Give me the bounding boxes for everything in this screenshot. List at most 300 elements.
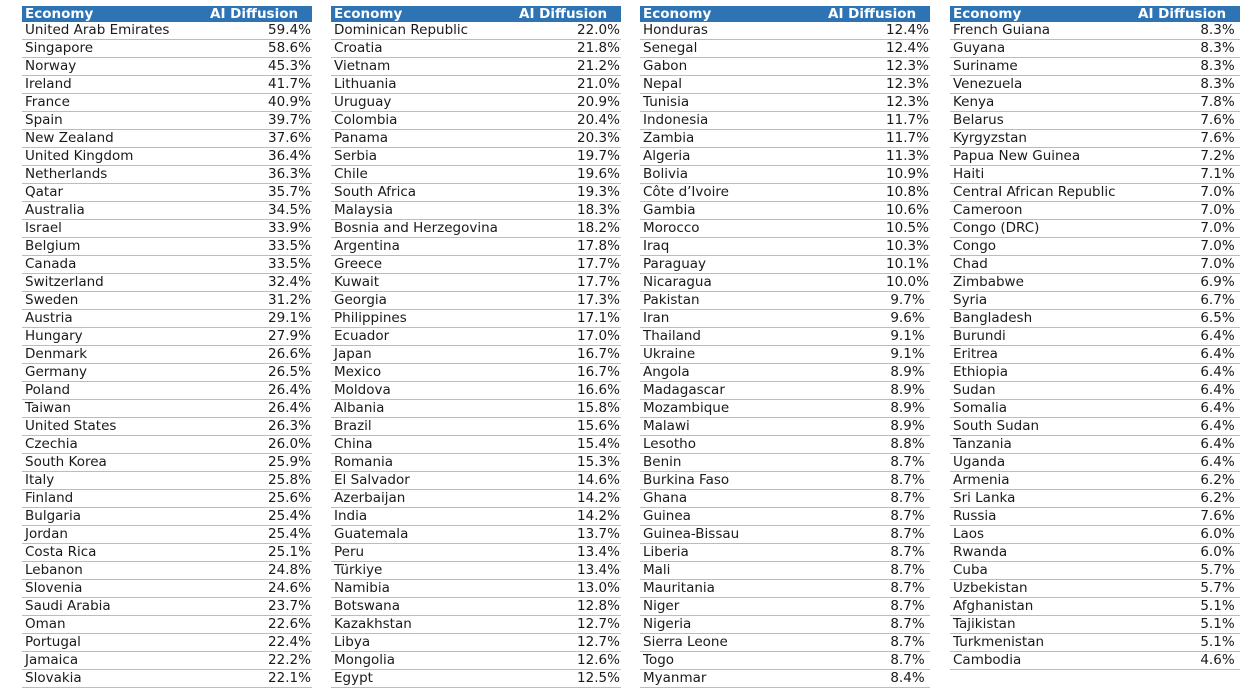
ai-diffusion-cell: 6.7% bbox=[1135, 292, 1240, 310]
economy-cell: Central African Republic bbox=[950, 184, 1135, 202]
ai-diffusion-cell: 22.1% bbox=[207, 670, 312, 688]
table-row bbox=[640, 112, 930, 130]
table-row bbox=[22, 94, 312, 112]
ai-diffusion-cell: 24.8% bbox=[207, 562, 312, 580]
table-row bbox=[950, 472, 1240, 490]
ai-diffusion-column-header: AI Diffusion bbox=[1135, 6, 1240, 22]
economy-cell: Jordan bbox=[22, 526, 207, 544]
economy-cell: Senegal bbox=[640, 40, 825, 58]
economy-cell: Saudi Arabia bbox=[22, 598, 207, 616]
table-row bbox=[640, 472, 930, 490]
ai-diffusion-cell: 6.4% bbox=[1135, 454, 1240, 472]
ai-diffusion-cell: 8.7% bbox=[825, 652, 930, 670]
table-row bbox=[950, 418, 1240, 436]
table-row bbox=[640, 328, 930, 346]
ai-diffusion-cell: 12.4% bbox=[825, 40, 930, 58]
table-row bbox=[950, 22, 1240, 40]
economy-cell: Belarus bbox=[950, 112, 1135, 130]
economy-cell: Serbia bbox=[331, 148, 516, 166]
ai-diffusion-cell: 16.6% bbox=[516, 382, 621, 400]
ai-diffusion-cell: 7.8% bbox=[1135, 94, 1240, 112]
table-row bbox=[22, 112, 312, 130]
ai-diffusion-cell: 26.3% bbox=[207, 418, 312, 436]
ai-diffusion-cell: 18.2% bbox=[516, 220, 621, 238]
ai-diffusion-cell: 24.6% bbox=[207, 580, 312, 598]
table-row bbox=[640, 580, 930, 598]
ai-diffusion-cell: 15.4% bbox=[516, 436, 621, 454]
ai-diffusion-cell: 36.4% bbox=[207, 148, 312, 166]
economy-cell: Croatia bbox=[331, 40, 516, 58]
table-row bbox=[331, 382, 621, 400]
ai-diffusion-cell: 34.5% bbox=[207, 202, 312, 220]
table-row bbox=[22, 580, 312, 598]
table-row bbox=[22, 454, 312, 472]
economy-cell: Gabon bbox=[640, 58, 825, 76]
ai-diffusion-cell: 7.0% bbox=[1135, 184, 1240, 202]
table-row bbox=[950, 526, 1240, 544]
economy-cell: Sierra Leone bbox=[640, 634, 825, 652]
table-row bbox=[950, 544, 1240, 562]
ai-diffusion-cell: 8.9% bbox=[825, 382, 930, 400]
economy-cell: Cambodia bbox=[950, 652, 1135, 670]
economy-column-header: Economy bbox=[950, 6, 1135, 22]
economy-cell: Taiwan bbox=[22, 400, 207, 418]
economy-cell: United States bbox=[22, 418, 207, 436]
table-row bbox=[950, 94, 1240, 112]
economy-cell: Armenia bbox=[950, 472, 1135, 490]
economy-cell: Ireland bbox=[22, 76, 207, 94]
ai-diffusion-cell: 6.4% bbox=[1135, 400, 1240, 418]
table-row bbox=[640, 400, 930, 418]
table-row bbox=[950, 562, 1240, 580]
economy-cell: Singapore bbox=[22, 40, 207, 58]
table-row bbox=[22, 274, 312, 292]
table-row bbox=[950, 580, 1240, 598]
table-row bbox=[22, 292, 312, 310]
ai-diffusion-cell: 5.1% bbox=[1135, 634, 1240, 652]
ai-diffusion-cell: 7.0% bbox=[1135, 238, 1240, 256]
table-row bbox=[640, 238, 930, 256]
economy-cell: Mauritania bbox=[640, 580, 825, 598]
table-row bbox=[22, 508, 312, 526]
ai-diffusion-cell: 6.0% bbox=[1135, 526, 1240, 544]
ai-diffusion-cell: 8.9% bbox=[825, 364, 930, 382]
ai-diffusion-cell: 10.5% bbox=[825, 220, 930, 238]
table-row bbox=[22, 22, 312, 40]
ai-diffusion-cell: 8.4% bbox=[825, 670, 930, 688]
economy-cell: Israel bbox=[22, 220, 207, 238]
table-row bbox=[331, 634, 621, 652]
economy-cell: Madagascar bbox=[640, 382, 825, 400]
table-row bbox=[331, 508, 621, 526]
economy-cell: South Africa bbox=[331, 184, 516, 202]
table-row bbox=[22, 202, 312, 220]
ai-diffusion-cell: 4.6% bbox=[1135, 652, 1240, 670]
table-row bbox=[22, 58, 312, 76]
economy-cell: Albania bbox=[331, 400, 516, 418]
economy-cell: Switzerland bbox=[22, 274, 207, 292]
table-row bbox=[640, 490, 930, 508]
economy-cell: Burundi bbox=[950, 328, 1135, 346]
ai-diffusion-cell: 7.0% bbox=[1135, 256, 1240, 274]
table-row bbox=[950, 364, 1240, 382]
economy-cell: Papua New Guinea bbox=[950, 148, 1135, 166]
ai-diffusion-cell: 22.2% bbox=[207, 652, 312, 670]
table-row bbox=[640, 526, 930, 544]
economy-cell: Kenya bbox=[950, 94, 1135, 112]
table-row bbox=[331, 274, 621, 292]
ai-diffusion-cell: 8.7% bbox=[825, 580, 930, 598]
ai-diffusion-cell: 8.7% bbox=[825, 490, 930, 508]
economy-cell: Lebanon bbox=[22, 562, 207, 580]
table-row bbox=[640, 634, 930, 652]
economy-cell: Côte d’Ivoire bbox=[640, 184, 825, 202]
ai-diffusion-cell: 19.7% bbox=[516, 148, 621, 166]
economy-cell: Iraq bbox=[640, 238, 825, 256]
economy-cell: Paraguay bbox=[640, 256, 825, 274]
table-row bbox=[640, 670, 930, 688]
table-row bbox=[331, 436, 621, 454]
economy-cell: Nigeria bbox=[640, 616, 825, 634]
economy-cell: Vietnam bbox=[331, 58, 516, 76]
economy-cell: Afghanistan bbox=[950, 598, 1135, 616]
ai-diffusion-cell: 16.7% bbox=[516, 346, 621, 364]
economy-cell: South Korea bbox=[22, 454, 207, 472]
economy-cell: New Zealand bbox=[22, 130, 207, 148]
ai-diffusion-cell: 6.4% bbox=[1135, 346, 1240, 364]
economy-cell: Kazakhstan bbox=[331, 616, 516, 634]
economy-cell: Brazil bbox=[331, 418, 516, 436]
ai-diffusion-cell: 22.4% bbox=[207, 634, 312, 652]
ai-diffusion-cell: 8.3% bbox=[1135, 76, 1240, 94]
ai-diffusion-cell: 7.6% bbox=[1135, 112, 1240, 130]
ai-diffusion-cell: 5.7% bbox=[1135, 562, 1240, 580]
ai-diffusion-cell: 59.4% bbox=[207, 22, 312, 40]
table-row bbox=[22, 526, 312, 544]
table-row bbox=[640, 544, 930, 562]
table-row bbox=[22, 472, 312, 490]
ai-diffusion-cell: 8.7% bbox=[825, 454, 930, 472]
ai-diffusion-cell: 8.7% bbox=[825, 472, 930, 490]
table-row bbox=[950, 256, 1240, 274]
ai-diffusion-cell: 25.6% bbox=[207, 490, 312, 508]
ai-diffusion-cell: 35.7% bbox=[207, 184, 312, 202]
economy-cell: Sudan bbox=[950, 382, 1135, 400]
ai-diffusion-cell: 14.6% bbox=[516, 472, 621, 490]
ai-diffusion-column-header: AI Diffusion bbox=[516, 6, 621, 22]
economy-cell: Pakistan bbox=[640, 292, 825, 310]
economy-cell: Mongolia bbox=[331, 652, 516, 670]
ai-diffusion-cell: 8.8% bbox=[825, 436, 930, 454]
ai-diffusion-cell: 16.7% bbox=[516, 364, 621, 382]
ai-diffusion-cell: 45.3% bbox=[207, 58, 312, 76]
ai-diffusion-cell: 7.0% bbox=[1135, 202, 1240, 220]
ai-diffusion-cell: 20.9% bbox=[516, 94, 621, 112]
economy-cell: Indonesia bbox=[640, 112, 825, 130]
economy-cell: United Arab Emirates bbox=[22, 22, 207, 40]
economy-cell: Dominican Republic bbox=[331, 22, 516, 40]
table-row bbox=[640, 346, 930, 364]
table-row bbox=[640, 166, 930, 184]
table-row bbox=[331, 94, 621, 112]
table-row bbox=[950, 454, 1240, 472]
economy-cell: Laos bbox=[950, 526, 1135, 544]
ai-diffusion-cell: 8.3% bbox=[1135, 58, 1240, 76]
table-row bbox=[331, 130, 621, 148]
table-row bbox=[331, 148, 621, 166]
ai-diffusion-cell: 5.7% bbox=[1135, 580, 1240, 598]
economy-column-header: Economy bbox=[331, 6, 516, 22]
ai-diffusion-cell: 33.9% bbox=[207, 220, 312, 238]
ai-diffusion-cell: 10.9% bbox=[825, 166, 930, 184]
table-row bbox=[950, 436, 1240, 454]
economy-cell: Angola bbox=[640, 364, 825, 382]
economy-cell: Jamaica bbox=[22, 652, 207, 670]
table-row bbox=[22, 346, 312, 364]
ai-diffusion-cell: 9.7% bbox=[825, 292, 930, 310]
table-row bbox=[331, 580, 621, 598]
ai-diffusion-cell: 6.4% bbox=[1135, 436, 1240, 454]
ai-diffusion-cell: 18.3% bbox=[516, 202, 621, 220]
economy-column-header: Economy bbox=[22, 6, 207, 22]
table-row bbox=[640, 562, 930, 580]
ai-diffusion-cell: 39.7% bbox=[207, 112, 312, 130]
economy-cell: Cuba bbox=[950, 562, 1135, 580]
table-row bbox=[331, 364, 621, 382]
economy-cell: Liberia bbox=[640, 544, 825, 562]
economy-cell: Ghana bbox=[640, 490, 825, 508]
table-row bbox=[22, 256, 312, 274]
ai-diffusion-cell: 11.3% bbox=[825, 148, 930, 166]
ai-diffusion-cell: 8.9% bbox=[825, 400, 930, 418]
table-row bbox=[640, 40, 930, 58]
ai-diffusion-cell: 12.4% bbox=[825, 22, 930, 40]
table-row bbox=[640, 184, 930, 202]
economy-cell: Argentina bbox=[331, 238, 516, 256]
economy-cell: Sri Lanka bbox=[950, 490, 1135, 508]
economy-column-header: Economy bbox=[640, 6, 825, 22]
table-row bbox=[331, 526, 621, 544]
economy-cell: Japan bbox=[331, 346, 516, 364]
economy-cell: Lithuania bbox=[331, 76, 516, 94]
economy-cell: Turkmenistan bbox=[950, 634, 1135, 652]
economy-cell: French Guiana bbox=[950, 22, 1135, 40]
economy-cell: Bolivia bbox=[640, 166, 825, 184]
ai-diffusion-cell: 7.2% bbox=[1135, 148, 1240, 166]
economy-cell: Qatar bbox=[22, 184, 207, 202]
ai-diffusion-cell: 8.7% bbox=[825, 598, 930, 616]
ai-diffusion-table-4 bbox=[950, 6, 1240, 670]
ai-diffusion-cell: 6.4% bbox=[1135, 364, 1240, 382]
table-row bbox=[950, 292, 1240, 310]
economy-cell: Haiti bbox=[950, 166, 1135, 184]
table-row bbox=[950, 400, 1240, 418]
economy-cell: Romania bbox=[331, 454, 516, 472]
ai-diffusion-cell: 9.1% bbox=[825, 328, 930, 346]
economy-cell: Tanzania bbox=[950, 436, 1135, 454]
economy-cell: Tunisia bbox=[640, 94, 825, 112]
ai-diffusion-cell: 20.3% bbox=[516, 130, 621, 148]
economy-cell: Spain bbox=[22, 112, 207, 130]
ai-diffusion-cell: 15.8% bbox=[516, 400, 621, 418]
economy-cell: Chile bbox=[331, 166, 516, 184]
economy-cell: Somalia bbox=[950, 400, 1135, 418]
table-row bbox=[640, 436, 930, 454]
ai-diffusion-cell: 26.5% bbox=[207, 364, 312, 382]
table-row bbox=[331, 454, 621, 472]
economy-cell: Panama bbox=[331, 130, 516, 148]
table-row bbox=[640, 382, 930, 400]
ai-diffusion-cell: 41.7% bbox=[207, 76, 312, 94]
table-row bbox=[331, 256, 621, 274]
economy-cell: Syria bbox=[950, 292, 1135, 310]
ai-diffusion-cell: 6.9% bbox=[1135, 274, 1240, 292]
ai-diffusion-cell: 8.3% bbox=[1135, 40, 1240, 58]
economy-cell: Niger bbox=[640, 598, 825, 616]
table-row bbox=[950, 220, 1240, 238]
table-row bbox=[950, 184, 1240, 202]
economy-cell: Eritrea bbox=[950, 346, 1135, 364]
economy-cell: Zambia bbox=[640, 130, 825, 148]
table-row bbox=[331, 76, 621, 94]
table-row bbox=[640, 652, 930, 670]
table-row bbox=[22, 148, 312, 166]
economy-cell: Uzbekistan bbox=[950, 580, 1135, 598]
table-row bbox=[22, 490, 312, 508]
economy-cell: Bangladesh bbox=[950, 310, 1135, 328]
economy-cell: Gambia bbox=[640, 202, 825, 220]
table-row bbox=[950, 40, 1240, 58]
ai-diffusion-cell: 12.3% bbox=[825, 94, 930, 112]
table-row bbox=[22, 418, 312, 436]
ai-diffusion-cell: 10.8% bbox=[825, 184, 930, 202]
ai-diffusion-cell: 13.4% bbox=[516, 544, 621, 562]
table-row bbox=[640, 58, 930, 76]
economy-cell: Austria bbox=[22, 310, 207, 328]
table-row bbox=[22, 184, 312, 202]
economy-cell: Benin bbox=[640, 454, 825, 472]
ai-diffusion-cell: 36.3% bbox=[207, 166, 312, 184]
ai-diffusion-cell: 12.6% bbox=[516, 652, 621, 670]
ai-diffusion-cell: 7.1% bbox=[1135, 166, 1240, 184]
ai-diffusion-cell: 10.3% bbox=[825, 238, 930, 256]
economy-cell: Oman bbox=[22, 616, 207, 634]
ai-diffusion-cell: 12.3% bbox=[825, 76, 930, 94]
economy-cell: Libya bbox=[331, 634, 516, 652]
table-row bbox=[22, 382, 312, 400]
economy-cell: Australia bbox=[22, 202, 207, 220]
ai-diffusion-cell: 9.1% bbox=[825, 346, 930, 364]
table-row bbox=[22, 220, 312, 238]
economy-cell: Malawi bbox=[640, 418, 825, 436]
table-row bbox=[331, 472, 621, 490]
economy-cell: Venezuela bbox=[950, 76, 1135, 94]
ai-diffusion-cell: 5.1% bbox=[1135, 616, 1240, 634]
ai-diffusion-cell: 12.7% bbox=[516, 634, 621, 652]
economy-cell: Bosnia and Herzegovina bbox=[331, 220, 516, 238]
economy-cell: Finland bbox=[22, 490, 207, 508]
ai-diffusion-cell: 14.2% bbox=[516, 490, 621, 508]
ai-diffusion-cell: 5.1% bbox=[1135, 598, 1240, 616]
ai-diffusion-cell: 17.0% bbox=[516, 328, 621, 346]
table-row bbox=[22, 328, 312, 346]
economy-cell: Costa Rica bbox=[22, 544, 207, 562]
economy-cell: Lesotho bbox=[640, 436, 825, 454]
table-row bbox=[331, 400, 621, 418]
economy-cell: Denmark bbox=[22, 346, 207, 364]
table-row bbox=[22, 400, 312, 418]
ai-diffusion-cell: 19.6% bbox=[516, 166, 621, 184]
table-row bbox=[640, 76, 930, 94]
economy-cell: Morocco bbox=[640, 220, 825, 238]
ai-diffusion-cell: 25.1% bbox=[207, 544, 312, 562]
table-row bbox=[331, 616, 621, 634]
ai-diffusion-cell: 6.4% bbox=[1135, 382, 1240, 400]
ai-diffusion-cell: 25.8% bbox=[207, 472, 312, 490]
ai-diffusion-cell: 13.7% bbox=[516, 526, 621, 544]
ai-diffusion-cell: 31.2% bbox=[207, 292, 312, 310]
economy-cell: Azerbaijan bbox=[331, 490, 516, 508]
ai-diffusion-cell: 21.2% bbox=[516, 58, 621, 76]
table-row bbox=[950, 490, 1240, 508]
ai-diffusion-cell: 13.0% bbox=[516, 580, 621, 598]
table-row bbox=[640, 418, 930, 436]
table-row bbox=[331, 238, 621, 256]
ai-diffusion-cell: 7.0% bbox=[1135, 220, 1240, 238]
table-row bbox=[950, 274, 1240, 292]
ai-diffusion-cell: 13.4% bbox=[516, 562, 621, 580]
economy-cell: Philippines bbox=[331, 310, 516, 328]
ai-diffusion-cell: 58.6% bbox=[207, 40, 312, 58]
economy-cell: Cameroon bbox=[950, 202, 1135, 220]
ai-diffusion-cell: 6.4% bbox=[1135, 418, 1240, 436]
economy-cell: Togo bbox=[640, 652, 825, 670]
economy-cell: Czechia bbox=[22, 436, 207, 454]
table-row bbox=[640, 310, 930, 328]
economy-cell: Peru bbox=[331, 544, 516, 562]
economy-cell: Ukraine bbox=[640, 346, 825, 364]
economy-cell: Italy bbox=[22, 472, 207, 490]
table-row bbox=[22, 562, 312, 580]
economy-cell: Guinea-Bissau bbox=[640, 526, 825, 544]
economy-cell: France bbox=[22, 94, 207, 112]
table-row bbox=[950, 58, 1240, 76]
table-row bbox=[331, 112, 621, 130]
table-row bbox=[331, 292, 621, 310]
economy-cell: Kuwait bbox=[331, 274, 516, 292]
table-row bbox=[331, 490, 621, 508]
ai-diffusion-cell: 11.7% bbox=[825, 112, 930, 130]
table-row bbox=[950, 166, 1240, 184]
economy-cell: Suriname bbox=[950, 58, 1135, 76]
table-row bbox=[950, 202, 1240, 220]
economy-cell: Malaysia bbox=[331, 202, 516, 220]
table-row bbox=[22, 166, 312, 184]
economy-cell: Germany bbox=[22, 364, 207, 382]
ai-diffusion-cell: 33.5% bbox=[207, 238, 312, 256]
ai-diffusion-cell: 22.6% bbox=[207, 616, 312, 634]
table-row bbox=[331, 346, 621, 364]
economy-cell: Portugal bbox=[22, 634, 207, 652]
table-row bbox=[640, 148, 930, 166]
economy-cell: Türkiye bbox=[331, 562, 516, 580]
economy-cell: Honduras bbox=[640, 22, 825, 40]
table-row bbox=[22, 310, 312, 328]
table-row bbox=[22, 544, 312, 562]
ai-diffusion-cell: 9.6% bbox=[825, 310, 930, 328]
table-row bbox=[331, 184, 621, 202]
table-row bbox=[950, 130, 1240, 148]
